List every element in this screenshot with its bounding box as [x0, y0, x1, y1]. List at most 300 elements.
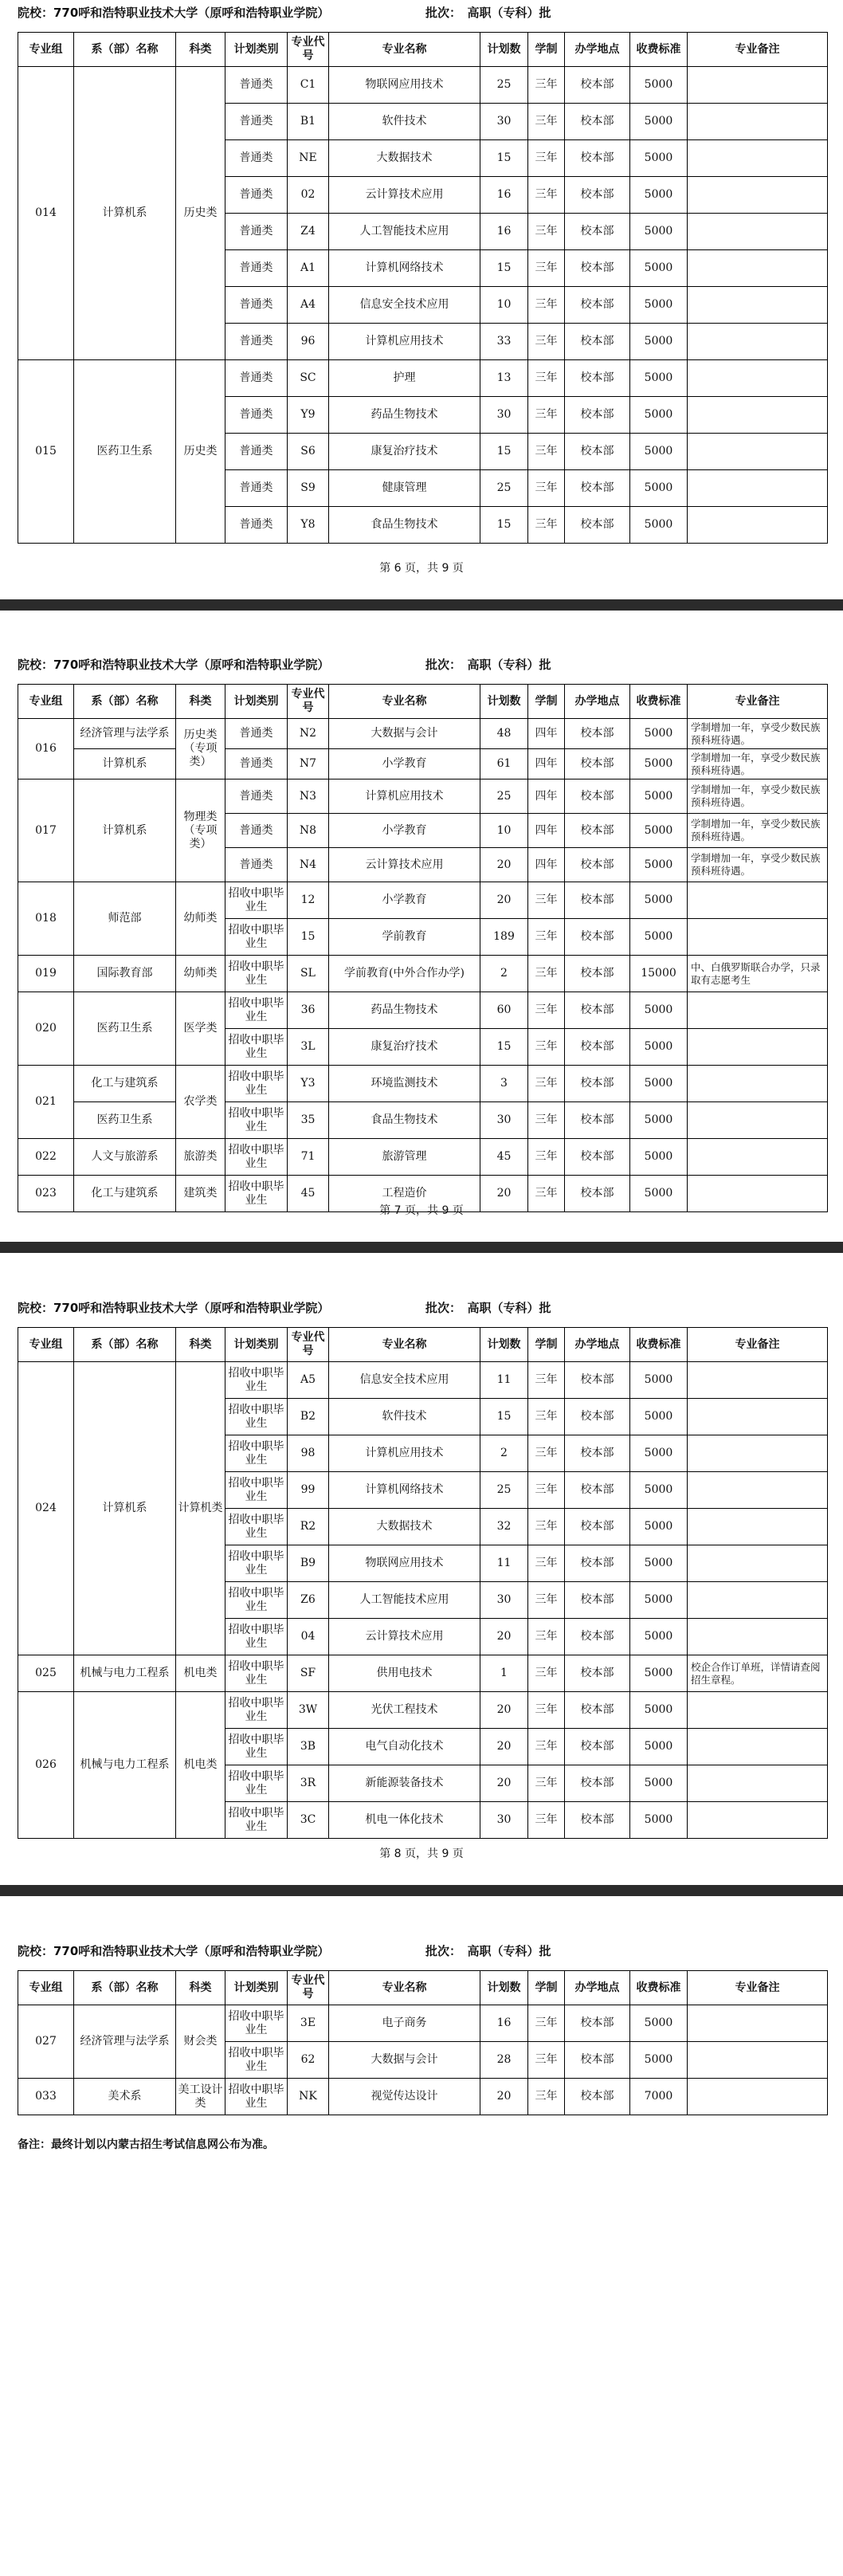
- cell-note: [688, 470, 828, 507]
- cell-plan-count: 20: [480, 1765, 528, 1802]
- cell-major-name: 药品生物技术: [329, 397, 480, 434]
- cell-plan-count: 20: [480, 848, 528, 882]
- cell-major-code: NE: [288, 140, 329, 177]
- remark-note: 备注：最终计划以内蒙古招生考试信息网公布为准。: [18, 2138, 274, 2151]
- cell-major-name: 药品生物技术: [329, 992, 480, 1029]
- cell-major-code: N3: [288, 779, 329, 814]
- cell-tuition: 5000: [630, 67, 688, 104]
- cell-duration: 三年: [528, 397, 565, 434]
- cell-campus: 校本部: [565, 919, 630, 956]
- cell-major-name: 学前教育(中外合作办学): [329, 956, 480, 992]
- cell-department: 计算机系: [74, 749, 176, 779]
- column-header-note: 专业备注: [688, 685, 828, 719]
- cell-duration: 三年: [528, 1139, 565, 1176]
- column-header-duration: 学制: [528, 685, 565, 719]
- cell-note: [688, 1802, 828, 1839]
- cell-major-name: 计算机应用技术: [329, 779, 480, 814]
- cell-duration: 三年: [528, 287, 565, 324]
- cell-tuition: 5000: [630, 250, 688, 287]
- cell-campus: 校本部: [565, 2042, 630, 2079]
- cell-duration: 三年: [528, 1545, 565, 1582]
- cell-department: 经济管理与法学系: [74, 719, 176, 749]
- column-header-tuition: 收费标准: [630, 1328, 688, 1362]
- cell-major-name: 新能源装备技术: [329, 1765, 480, 1802]
- cell-tuition: 5000: [630, 1102, 688, 1139]
- cell-major-code: 3R: [288, 1765, 329, 1802]
- column-header-campus: 办学地点: [565, 1971, 630, 2005]
- column-header-major-code: 专业代号: [288, 1971, 329, 2005]
- cell-major-name: 计算机应用技术: [329, 1435, 480, 1472]
- cell-subject-category: 幼师类: [176, 956, 225, 992]
- cell-major-code: N2: [288, 719, 329, 749]
- cell-major-name: 计算机应用技术: [329, 324, 480, 360]
- cell-plan-type: 招收中职毕业生: [225, 1102, 288, 1139]
- column-header-plan-count: 计划数: [480, 1328, 528, 1362]
- cell-note: [688, 1399, 828, 1435]
- cell-duration: 四年: [528, 814, 565, 848]
- cell-campus: 校本部: [565, 1176, 630, 1212]
- cell-major-code: 35: [288, 1102, 329, 1139]
- column-header-tuition: 收费标准: [630, 1971, 688, 2005]
- table-row: [18, 360, 828, 397]
- table-row: [18, 1102, 828, 1139]
- column-header-department: 系（部）名称: [74, 33, 176, 67]
- cell-duration: 三年: [528, 1399, 565, 1435]
- cell-note: [688, 919, 828, 956]
- cell-duration: 三年: [528, 177, 565, 214]
- cell-plan-count: 13: [480, 360, 528, 397]
- cell-major-name: 健康管理: [329, 470, 480, 507]
- cell-major-name: 小学教育: [329, 882, 480, 919]
- cell-note: [688, 1509, 828, 1545]
- cell-subject-category: 历史类: [176, 360, 225, 544]
- page-3: [0, 1295, 843, 1933]
- cell-tuition: 5000: [630, 1176, 688, 1212]
- cell-major-name: 供用电技术: [329, 1655, 480, 1692]
- cell-plan-type: 普通类: [225, 140, 288, 177]
- cell-note: 学制增加一年，享受少数民族预科班待遇。: [688, 814, 828, 848]
- cell-major-name: 计算机网络技术: [329, 250, 480, 287]
- cell-tuition: 5000: [630, 2005, 688, 2042]
- plan-table: [18, 684, 828, 1212]
- cell-department: 计算机系: [74, 1362, 176, 1655]
- cell-note: [688, 360, 828, 397]
- cell-tuition: 5000: [630, 1765, 688, 1802]
- cell-plan-count: 2: [480, 1435, 528, 1472]
- page-separator: [0, 599, 843, 611]
- page-footer: 第 6 页，共 9 页: [379, 562, 464, 575]
- cell-major-code: Y8: [288, 507, 329, 544]
- cell-plan-type: 普通类: [225, 470, 288, 507]
- cell-campus: 校本部: [565, 882, 630, 919]
- cell-duration: 三年: [528, 1362, 565, 1399]
- cell-duration: 三年: [528, 140, 565, 177]
- table-row: [18, 992, 828, 1029]
- cell-major-name: 大数据技术: [329, 1509, 480, 1545]
- cell-campus: 校本部: [565, 1139, 630, 1176]
- column-header-subject-category: 科类: [176, 685, 225, 719]
- cell-major-name: 计算机网络技术: [329, 1472, 480, 1509]
- cell-campus: 校本部: [565, 992, 630, 1029]
- cell-major-name: 云计算技术应用: [329, 1619, 480, 1655]
- cell-group-code: 026: [18, 1692, 74, 1839]
- cell-tuition: 5000: [630, 1472, 688, 1509]
- cell-note: [688, 2042, 828, 2079]
- cell-campus: 校本部: [565, 719, 630, 749]
- cell-department: 师范部: [74, 882, 176, 956]
- cell-major-name: 光伏工程技术: [329, 1692, 480, 1729]
- cell-plan-count: 11: [480, 1362, 528, 1399]
- cell-major-code: B2: [288, 1399, 329, 1435]
- column-header-duration: 学制: [528, 1328, 565, 1362]
- cell-major-name: 视觉传达设计: [329, 2079, 480, 2115]
- cell-plan-type: 招收中职毕业生: [225, 1619, 288, 1655]
- cell-campus: 校本部: [565, 1435, 630, 1472]
- cell-plan-count: 25: [480, 67, 528, 104]
- cell-major-name: 信息安全技术应用: [329, 1362, 480, 1399]
- cell-note: [688, 177, 828, 214]
- cell-major-name: 软件技术: [329, 1399, 480, 1435]
- cell-tuition: 5000: [630, 1619, 688, 1655]
- cell-duration: 三年: [528, 1102, 565, 1139]
- cell-note: [688, 1545, 828, 1582]
- cell-plan-count: 20: [480, 1729, 528, 1765]
- cell-campus: 校本部: [565, 1102, 630, 1139]
- cell-major-code: R2: [288, 1509, 329, 1545]
- page-separator: [0, 1885, 843, 1896]
- cell-plan-count: 20: [480, 1619, 528, 1655]
- cell-plan-count: 20: [480, 1692, 528, 1729]
- cell-department: 化工与建筑系: [74, 1176, 176, 1212]
- cell-campus: 校本部: [565, 214, 630, 250]
- cell-campus: 校本部: [565, 1066, 630, 1102]
- column-header-department: 系（部）名称: [74, 1971, 176, 2005]
- cell-major-code: SL: [288, 956, 329, 992]
- cell-duration: 三年: [528, 1176, 565, 1212]
- cell-duration: 三年: [528, 1066, 565, 1102]
- table-header-row: [18, 33, 828, 67]
- cell-duration: 三年: [528, 1435, 565, 1472]
- cell-department: 经济管理与法学系: [74, 2005, 176, 2079]
- cell-plan-type: 招收中职毕业生: [225, 956, 288, 992]
- cell-duration: 三年: [528, 956, 565, 992]
- cell-major-name: 大数据与会计: [329, 2042, 480, 2079]
- cell-plan-count: 25: [480, 1472, 528, 1509]
- cell-plan-count: 20: [480, 1176, 528, 1212]
- column-header-campus: 办学地点: [565, 1328, 630, 1362]
- cell-department: 人文与旅游系: [74, 1139, 176, 1176]
- cell-tuition: 5000: [630, 104, 688, 140]
- cell-tuition: 5000: [630, 992, 688, 1029]
- cell-tuition: 5000: [630, 1509, 688, 1545]
- cell-campus: 校本部: [565, 397, 630, 434]
- cell-note: [688, 2079, 828, 2115]
- cell-duration: 三年: [528, 992, 565, 1029]
- cell-duration: 三年: [528, 250, 565, 287]
- cell-note: 学制增加一年，享受少数民族预科班待遇。: [688, 779, 828, 814]
- plan-table: [18, 1327, 828, 1839]
- column-header-note: 专业备注: [688, 1328, 828, 1362]
- page-1: [0, 0, 843, 638]
- column-header-major-code: 专业代号: [288, 1328, 329, 1362]
- cell-group-code: 027: [18, 2005, 74, 2079]
- cell-major-name: 食品生物技术: [329, 507, 480, 544]
- cell-tuition: 5000: [630, 1655, 688, 1692]
- cell-major-code: SC: [288, 360, 329, 397]
- school-label: 院校：770呼和浩特职业技术大学（原呼和浩特职业学院）: [18, 1944, 330, 1958]
- cell-group-code: 023: [18, 1176, 74, 1212]
- cell-plan-count: 10: [480, 287, 528, 324]
- cell-major-name: 小学教育: [329, 814, 480, 848]
- cell-duration: 三年: [528, 919, 565, 956]
- cell-campus: 校本部: [565, 749, 630, 779]
- cell-plan-type: 招收中职毕业生: [225, 2079, 288, 2115]
- cell-plan-count: 25: [480, 470, 528, 507]
- cell-major-code: N8: [288, 814, 329, 848]
- cell-department: 医药卫生系: [74, 1102, 176, 1139]
- cell-plan-type: 招收中职毕业生: [225, 1509, 288, 1545]
- cell-department: 美术系: [74, 2079, 176, 2115]
- cell-campus: 校本部: [565, 2079, 630, 2115]
- cell-campus: 校本部: [565, 104, 630, 140]
- school-label: 院校：770呼和浩特职业技术大学（原呼和浩特职业学院）: [18, 658, 330, 672]
- cell-group-code: 014: [18, 67, 74, 360]
- cell-major-code: S6: [288, 434, 329, 470]
- cell-note: [688, 882, 828, 919]
- cell-major-code: A1: [288, 250, 329, 287]
- cell-plan-type: 招收中职毕业生: [225, 1765, 288, 1802]
- column-header-major-code: 专业代号: [288, 685, 329, 719]
- cell-major-code: A4: [288, 287, 329, 324]
- cell-plan-count: 15: [480, 1029, 528, 1066]
- table-row: [18, 1362, 828, 1399]
- cell-plan-type: 普通类: [225, 287, 288, 324]
- cell-major-code: 62: [288, 2042, 329, 2079]
- cell-plan-count: 60: [480, 992, 528, 1029]
- cell-major-code: N7: [288, 749, 329, 779]
- cell-tuition: 5000: [630, 1435, 688, 1472]
- cell-plan-count: 15: [480, 250, 528, 287]
- cell-plan-type: 普通类: [225, 250, 288, 287]
- cell-plan-type: 普通类: [225, 104, 288, 140]
- cell-plan-count: 32: [480, 1509, 528, 1545]
- cell-plan-count: 189: [480, 919, 528, 956]
- cell-department: 机械与电力工程系: [74, 1692, 176, 1839]
- cell-campus: 校本部: [565, 360, 630, 397]
- column-header-department: 系（部）名称: [74, 1328, 176, 1362]
- cell-campus: 校本部: [565, 324, 630, 360]
- cell-campus: 校本部: [565, 1399, 630, 1435]
- cell-group-code: 015: [18, 360, 74, 544]
- cell-plan-type: 招收中职毕业生: [225, 2042, 288, 2079]
- page-footer: 第 7 页，共 9 页: [379, 1204, 464, 1217]
- cell-major-code: 3B: [288, 1729, 329, 1765]
- table-row: [18, 67, 828, 104]
- cell-major-name: 物联网应用技术: [329, 1545, 480, 1582]
- cell-major-code: 12: [288, 882, 329, 919]
- cell-major-code: S9: [288, 470, 329, 507]
- cell-major-name: 小学教育: [329, 749, 480, 779]
- cell-subject-category: 计算机类: [176, 1362, 225, 1655]
- cell-note: [688, 1139, 828, 1176]
- column-header-duration: 学制: [528, 33, 565, 67]
- cell-campus: 校本部: [565, 814, 630, 848]
- cell-subject-category: 物理类（专项类）: [176, 779, 225, 882]
- column-header-group-code: 专业组: [18, 685, 74, 719]
- table-row: [18, 1692, 828, 1729]
- cell-note: [688, 434, 828, 470]
- cell-note: [688, 1729, 828, 1765]
- cell-tuition: 5000: [630, 360, 688, 397]
- cell-note: [688, 1582, 828, 1619]
- page-separator: [0, 1242, 843, 1253]
- cell-note: [688, 1362, 828, 1399]
- cell-campus: 校本部: [565, 140, 630, 177]
- page-header: [18, 0, 830, 26]
- cell-campus: 校本部: [565, 287, 630, 324]
- cell-major-name: 物联网应用技术: [329, 67, 480, 104]
- cell-major-code: 71: [288, 1139, 329, 1176]
- cell-plan-count: 30: [480, 1802, 528, 1839]
- cell-note: 中、白俄罗斯联合办学，只录取有志愿考生: [688, 956, 828, 992]
- cell-plan-count: 10: [480, 814, 528, 848]
- cell-campus: 校本部: [565, 507, 630, 544]
- cell-tuition: 5000: [630, 2042, 688, 2079]
- cell-campus: 校本部: [565, 1029, 630, 1066]
- cell-group-code: 022: [18, 1139, 74, 1176]
- cell-note: [688, 324, 828, 360]
- column-header-plan-type: 计划类别: [225, 1971, 288, 2005]
- cell-major-name: 康复治疗技术: [329, 1029, 480, 1066]
- cell-duration: 三年: [528, 1582, 565, 1619]
- cell-campus: 校本部: [565, 1802, 630, 1839]
- cell-campus: 校本部: [565, 848, 630, 882]
- column-header-major-name: 专业名称: [329, 1328, 480, 1362]
- school-label: 院校：770呼和浩特职业技术大学（原呼和浩特职业学院）: [18, 6, 330, 20]
- cell-campus: 校本部: [565, 434, 630, 470]
- cell-tuition: 5000: [630, 470, 688, 507]
- cell-plan-count: 48: [480, 719, 528, 749]
- cell-plan-type: 招收中职毕业生: [225, 1729, 288, 1765]
- cell-plan-type: 普通类: [225, 360, 288, 397]
- column-header-plan-type: 计划类别: [225, 33, 288, 67]
- cell-major-name: 电子商务: [329, 2005, 480, 2042]
- cell-plan-count: 33: [480, 324, 528, 360]
- cell-major-name: 康复治疗技术: [329, 434, 480, 470]
- cell-note: [688, 140, 828, 177]
- cell-plan-type: 招收中职毕业生: [225, 919, 288, 956]
- cell-note: [688, 1066, 828, 1102]
- cell-subject-category: 历史类（专项类）: [176, 719, 225, 779]
- cell-note: [688, 1619, 828, 1655]
- column-header-major-name: 专业名称: [329, 33, 480, 67]
- cell-campus: 校本部: [565, 1545, 630, 1582]
- page-2: [0, 652, 843, 1290]
- table-row: [18, 1655, 828, 1692]
- cell-plan-count: 30: [480, 1102, 528, 1139]
- table-header-row: [18, 685, 828, 719]
- cell-campus: 校本部: [565, 1362, 630, 1399]
- cell-duration: 四年: [528, 848, 565, 882]
- cell-plan-type: 招收中职毕业生: [225, 1139, 288, 1176]
- cell-plan-count: 15: [480, 507, 528, 544]
- cell-plan-type: 招收中职毕业生: [225, 2005, 288, 2042]
- cell-group-code: 033: [18, 2079, 74, 2115]
- cell-duration: 四年: [528, 779, 565, 814]
- cell-major-code: B9: [288, 1545, 329, 1582]
- cell-note: [688, 1692, 828, 1729]
- cell-tuition: 5000: [630, 882, 688, 919]
- page-header: [18, 652, 830, 677]
- column-header-plan-count: 计划数: [480, 33, 528, 67]
- cell-plan-type: 普通类: [225, 719, 288, 749]
- column-header-subject-category: 科类: [176, 1971, 225, 2005]
- cell-plan-type: 招收中职毕业生: [225, 1802, 288, 1839]
- cell-plan-type: 招收中职毕业生: [225, 1582, 288, 1619]
- cell-major-code: 04: [288, 1619, 329, 1655]
- cell-plan-type: 普通类: [225, 848, 288, 882]
- cell-department: 计算机系: [74, 779, 176, 882]
- cell-campus: 校本部: [565, 177, 630, 214]
- cell-duration: 三年: [528, 67, 565, 104]
- page-4: [0, 1938, 843, 2576]
- cell-campus: 校本部: [565, 250, 630, 287]
- school-label: 院校：770呼和浩特职业技术大学（原呼和浩特职业学院）: [18, 1301, 330, 1315]
- cell-department: 医药卫生系: [74, 360, 176, 544]
- table-header-row: [18, 1971, 828, 2005]
- cell-tuition: 5000: [630, 140, 688, 177]
- cell-tuition: 5000: [630, 814, 688, 848]
- cell-tuition: 5000: [630, 507, 688, 544]
- cell-major-name: 大数据与会计: [329, 719, 480, 749]
- column-header-major-name: 专业名称: [329, 685, 480, 719]
- table-row: [18, 956, 828, 992]
- batch-label: 批次： 高职（专科）批: [425, 1301, 551, 1315]
- cell-tuition: 5000: [630, 287, 688, 324]
- cell-plan-type: 招收中职毕业生: [225, 1545, 288, 1582]
- cell-plan-count: 28: [480, 2042, 528, 2079]
- cell-plan-count: 3: [480, 1066, 528, 1102]
- cell-campus: 校本部: [565, 470, 630, 507]
- cell-subject-category: 建筑类: [176, 1176, 225, 1212]
- column-header-group-code: 专业组: [18, 1971, 74, 2005]
- cell-duration: 三年: [528, 104, 565, 140]
- column-header-note: 专业备注: [688, 33, 828, 67]
- cell-department: 医药卫生系: [74, 992, 176, 1066]
- cell-note: [688, 1029, 828, 1066]
- table-row: [18, 719, 828, 749]
- column-header-tuition: 收费标准: [630, 33, 688, 67]
- cell-plan-type: 普通类: [225, 434, 288, 470]
- cell-major-name: 工程造价: [329, 1176, 480, 1212]
- cell-major-name: 大数据技术: [329, 140, 480, 177]
- cell-major-code: NK: [288, 2079, 329, 2115]
- cell-note: [688, 397, 828, 434]
- cell-group-code: 021: [18, 1066, 74, 1139]
- cell-tuition: 5000: [630, 1029, 688, 1066]
- cell-major-name: 人工智能技术应用: [329, 1582, 480, 1619]
- cell-group-code: 025: [18, 1655, 74, 1692]
- cell-major-code: 36: [288, 992, 329, 1029]
- cell-tuition: 5000: [630, 1399, 688, 1435]
- cell-tuition: 5000: [630, 848, 688, 882]
- column-header-department: 系（部）名称: [74, 685, 176, 719]
- cell-note: [688, 250, 828, 287]
- cell-tuition: 5000: [630, 397, 688, 434]
- cell-plan-type: 普通类: [225, 397, 288, 434]
- cell-major-code: N4: [288, 848, 329, 882]
- cell-note: 校企合作订单班，详情请查阅招生章程。: [688, 1655, 828, 1692]
